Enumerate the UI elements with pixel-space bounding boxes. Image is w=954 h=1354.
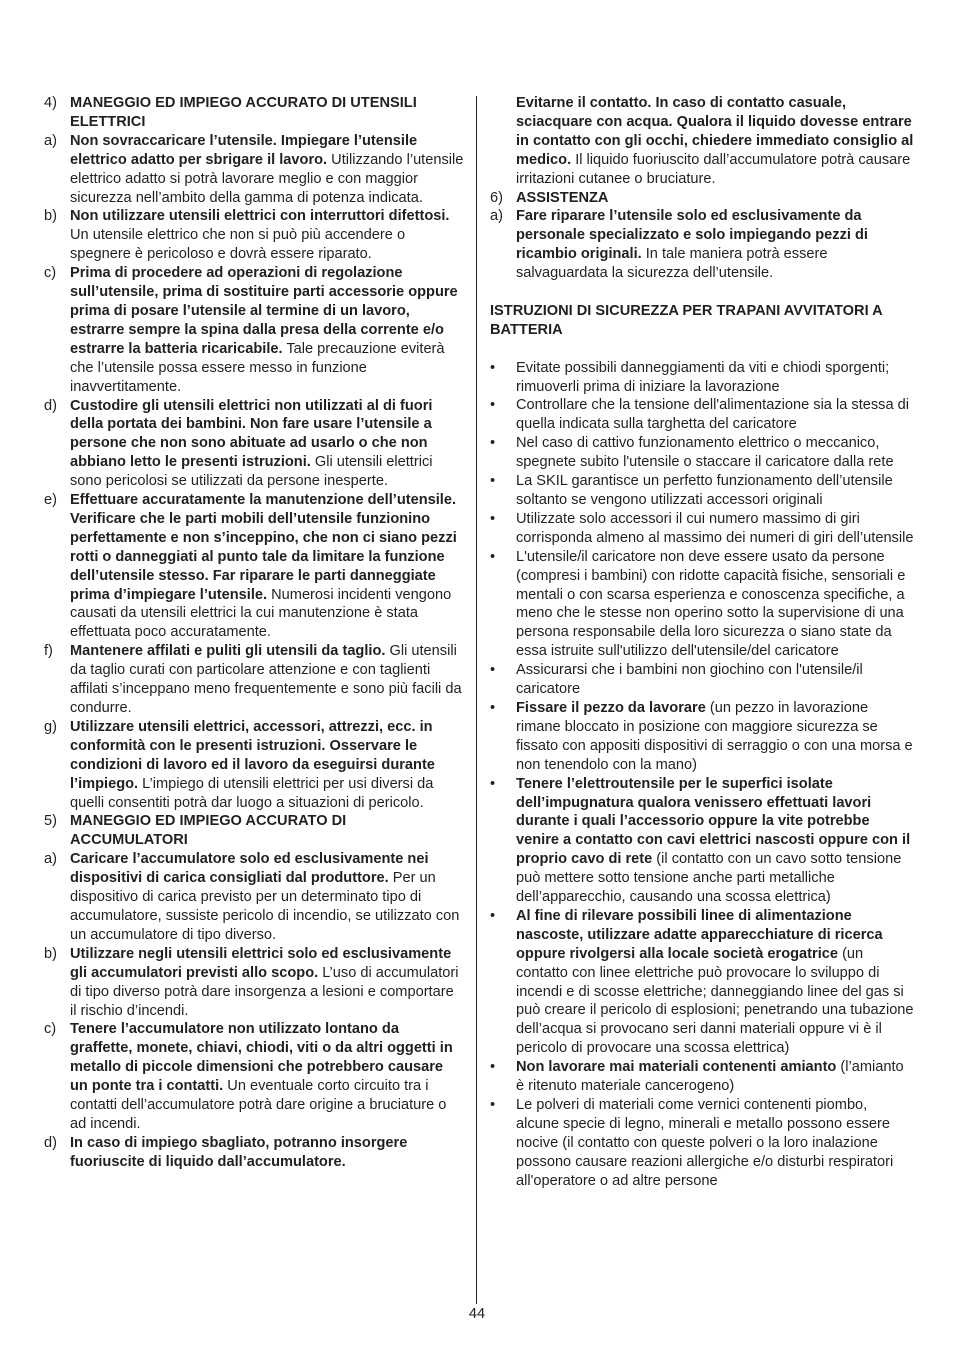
bullet-icon: • (490, 775, 496, 792)
bullet-icon: • (490, 397, 496, 414)
bullet-item (490, 396, 914, 434)
list-item (44, 1134, 464, 1172)
item-bold-text: MANEGGIO ED IMPIEGO ACCURATO DI ACCUMULATORI (70, 813, 347, 849)
item-plain-text: Tale precauzione eviterà che l’utensile possa essere messo in funzione inavvertitamente. (70, 340, 445, 395)
bullet-icon: • (490, 359, 496, 376)
item-plain-text: Un eventuale corto circuito tra i contatti dell’accumulatore potrà dare origine a bruciature o ad incendi. (70, 1078, 447, 1132)
list-item (490, 207, 914, 283)
list-item (490, 189, 914, 208)
bullet-item (490, 775, 914, 907)
list-item (44, 812, 464, 850)
bullet-item (490, 510, 914, 548)
item-bold-text: In caso di impiego sbagliato, potranno insorgere fuoriuscite di liquido dall’accumulatore. (70, 1134, 408, 1170)
bullet-item (490, 434, 914, 472)
right-column (490, 94, 914, 1191)
bullet-plain-text: Le polveri di materiali come vernici contenenti piombo, alcune specie di legno, minerali e metallo possono essere nocive (il contatto con queste polveri o la loro inalazione possono causare reazioni allergiche e/o disturbi respiratori all'operatore o ad altre persone (516, 1097, 894, 1189)
item-plain-text: In tale maniera potrà essere salvaguardata la sicurezza dell’utensile. (516, 246, 828, 282)
bullet-text (516, 359, 914, 397)
bullet-text (516, 699, 914, 775)
bullet-plain-text: (un contatto con linee elettriche può provocare lo sviluppo di incendi e di scosse elettriche; danneggiando linee del gas si può creare il pericolo di esplosioni; penetrando una tubazione dell’acqua si provocano seri danni materiali oppure vi è il pericolo di provocare una scossa elettrica) (516, 945, 914, 1057)
bullet-plain-text: L'utensile/il caricatore non deve essere usato da persone (compresi i bambini) con ridotte capacità fisiche, sensoriali e mentali o con scarsa esperienza e conoscenza specifiche, a meno che le stesse non operino sotto la supervisione di una persona responsabile della loro sicurezza o siano state da essa istruite sull'utilizzo dell'utensile/del caricatore (516, 548, 906, 660)
section-heading: ISTRUZIONI DI SICUREZZA PER TRAPANI AVVITATORI A BATTERIA (490, 302, 883, 338)
continued-bold: Evitarne il contatto. In caso di contatto casuale, sciacquare con acqua. Qualora il liquido dovesse entrare in contatto con gli occhi, chiedere immediato consiglio al medico. (516, 95, 914, 168)
item-text (70, 94, 464, 132)
bullet-icon: • (490, 662, 496, 679)
item-bold-text: MANEGGIO ED IMPIEGO ACCURATO DI UTENSILI ELETTRICI (70, 95, 417, 130)
bullet-item (490, 661, 914, 699)
item-label: c) (44, 265, 57, 282)
item-text (70, 945, 464, 1021)
item-bold-text: Non utilizzare utensili elettrici con interruttori difettosi. (70, 208, 450, 225)
bullet-plain-text: (il contatto con un cavo sotto tensione può mettere sotto tensione anche parti metalliche dell’apparecchio, causando una scossa elettrica) (516, 851, 902, 906)
item-label: 5) (44, 813, 57, 830)
list-item (44, 642, 464, 718)
item-bold-text: Non sovraccaricare l’utensile. Impiegare l’utensile elettrico adatto per sbrigare il lavoro. (70, 132, 418, 168)
item-plain-text: Numerosi incidenti vengono causati da utensili elettrici la cui manutenzione è stata effettuata poco accuratamente. (70, 586, 452, 641)
item-plain-text: Un utensile elettrico che non si può più accendere o spegnere è pericoloso e dovrà essere riparato. (70, 227, 406, 263)
item-label: d) (44, 397, 57, 414)
item-text (70, 642, 464, 718)
item-label: c) (44, 1021, 57, 1038)
item-label: a) (44, 851, 57, 868)
item-label: b) (44, 208, 57, 225)
item-bold-text: ASSISTENZA (516, 189, 609, 206)
item-text (70, 718, 464, 813)
item-label: 6) (490, 189, 503, 206)
item-bold-text: Utilizzare negli utensili elettrici solo ed esclusivamente gli accumulatori previsti allo scopo. (70, 945, 452, 981)
continued-paragraph (490, 94, 914, 189)
list-item (44, 491, 464, 642)
list-item (44, 264, 464, 396)
item-label: a) (44, 132, 57, 149)
item-label: b) (44, 945, 57, 962)
bullet-plain-text: Nel caso di cattivo funzionamento elettrico o meccanico, spegnete subito l'utensile o staccare il caricatore dalla rete (516, 435, 894, 471)
item-bold-text: Tenere l’accumulatore non utilizzato lontano da graffette, monete, chiavi, chiodi, viti o da altri oggetti in metallo di piccole dimensioni che potrebbero causare un ponte tra i contatti. (70, 1021, 453, 1095)
bullet-icon: • (490, 699, 496, 716)
bullet-item (490, 1058, 914, 1096)
item-label: e) (44, 492, 57, 509)
bullet-plain-text: Controllare che la tensione dell'alimentazione sia la stessa di quella indicata sulla targhetta del caricatore (516, 397, 909, 433)
list-item (44, 850, 464, 945)
item-bold-text: Caricare l’accumulatore solo ed esclusivamente nei dispositivi di carica consigliati dal produttore. (70, 851, 429, 887)
item-bold-text: Fare riparare l’utensile solo ed esclusivamente da personale specializzato e solo impiegando pezzi di ricambio originali. (516, 208, 868, 263)
bullet-bold-text: Tenere l’elettroutensile per le superfici isolate dell’impugnatura qualora venissero effettuati lavori durante i quali l’accessorio oppure la vite potrebbe venire a contatto con cavi elettrici nascosti oppure con il proprio cavo di rete (516, 775, 911, 868)
bullet-icon: • (490, 435, 496, 452)
item-bold-text: Custodire gli utensili elettrici non utilizzati al di fuori della portata dei bambini. Non fare usare l’utensile a persone che non sono abituate ad usarlo o che non abbiano letto le presenti istruzioni. (70, 397, 433, 471)
bullet-text (516, 510, 914, 548)
item-text (70, 491, 464, 642)
list-item (44, 207, 464, 264)
item-text (516, 207, 914, 283)
item-text (70, 207, 464, 264)
item-label: a) (490, 208, 503, 225)
item-text (70, 1020, 464, 1133)
item-bold-text: Mantenere affilati e puliti gli utensili da taglio. (70, 643, 386, 660)
bullet-plain-text: Assicurarsi che i bambini non giochino con l'utensile/il caricatore (516, 662, 863, 698)
bullet-plain-text: La SKIL garantisce un perfetto funzionamento dell’utensile soltanto se vengono utilizzati accessori originali (516, 473, 893, 508)
item-plain-text: L’uso di accumulatori di tipo diverso potrà dare insorgenza a lesioni e comportare il rischio d’incendi. (70, 964, 459, 1019)
item-label: g) (44, 718, 57, 735)
bullet-item (490, 699, 914, 775)
list-item (44, 132, 464, 208)
bullet-bold-text: Non lavorare mai materiali contenenti amianto (516, 1059, 837, 1076)
item-plain-text: Gli utensili da taglio curati con particolare attenzione e con taglienti affilati s’inceppano meno frequentemente e sono più facili da condurre. (70, 643, 462, 716)
bullet-icon: • (490, 1059, 496, 1076)
list-item (44, 945, 464, 1021)
bullet-icon: • (490, 473, 496, 490)
bullet-plain-text: Utilizzate solo accessori il cui numero massimo di giri corrisponda almeno al massimo dei numeri di giri dell’utensile (516, 510, 914, 546)
bullet-item (490, 359, 914, 397)
bullet-icon: • (490, 510, 496, 527)
bullet-item (490, 472, 914, 510)
item-text (70, 132, 464, 208)
bullet-bold-text: Al fine di rilevare possibili linee di alimentazione nascoste, utilizzare adatte apparecchiature di ricerca oppure rivolgersi alla locale società erogatrice (516, 907, 883, 962)
item-label: 4) (44, 95, 57, 111)
item-plain-text: Gli utensili elettrici sono pericolosi se utilizzati da persone inesperte. (70, 454, 433, 490)
left-column (44, 94, 464, 1172)
item-plain-text: Utilizzando l’utensile elettrico adatto si potrà lavorare meglio e con maggior sicurezza nell’ambito della gamma di potenza indicata. (70, 151, 464, 206)
bullet-text (516, 1096, 914, 1191)
item-label: f) (44, 643, 53, 660)
bullet-icon: • (490, 1097, 496, 1113)
bullet-icon: • (490, 907, 496, 924)
bullet-icon: • (490, 548, 496, 565)
item-text (516, 189, 914, 208)
item-text (70, 264, 464, 396)
list-item (44, 94, 464, 132)
service-section (490, 189, 914, 284)
column-divider (476, 96, 477, 1304)
bullet-item (490, 548, 914, 661)
list-item (44, 1020, 464, 1133)
item-plain-text: Per un dispositivo di carica previsto per un determinato tipo di accumulatore, sussiste pericolo di incendio, se utilizzato con un accumulatore di tipo diverso. (70, 870, 460, 943)
item-bold-text: Prima di procedere ad operazioni di regolazione sull’utensile, prima di sostituire parti accessorie oppure prima di posare l’utensile al termine di un lavoro, estrarre sempre la spina dalla presa della corrente e/o estrarre la batteria ricaricabile. (70, 265, 458, 357)
page-number: 44 (468, 1306, 486, 1322)
item-text (70, 1134, 464, 1172)
item-plain-text: L’impiego di utensili elettrici per usi diversi da quelli consentiti potrà dar luogo a situazioni di pericolo. (70, 775, 434, 811)
bullet-list (490, 359, 914, 1191)
bullet-text (516, 1058, 914, 1096)
item-label: d) (44, 1134, 57, 1151)
list-item (44, 718, 464, 813)
item-text (70, 397, 464, 492)
bullet-item (490, 907, 914, 1058)
bullet-text (516, 472, 914, 510)
continued-text: Il liquido fuoriuscito dall’accumulatore potrà causare irritazioni cutanee o bruciature. (516, 151, 911, 187)
item-text (70, 850, 464, 945)
bullet-text (516, 434, 914, 472)
list-item (44, 397, 464, 492)
item-bold-text: Utilizzare utensili elettrici, accessori, attrezzi, ecc. in conformità con le presenti istruzioni. Osservare le condizioni di lavoro ed il lavoro da eseguirsi durante l’impiego. (70, 718, 435, 792)
bullet-text (516, 548, 914, 661)
bullet-text (516, 907, 914, 1058)
bullet-plain-text: Evitate possibili danneggiamenti da viti e chiodi sporgenti; rimuoverli prima di iniziare la lavorazione (516, 359, 890, 395)
item-text (70, 812, 464, 850)
item-bold-text: Effettuare accuratamente la manutenzione dell’utensile. Verificare che le parti mobili dell’utensile funzionino perfettamente e non s’inceppino, che non ci siano pezzi rotti o danneggiati al punto tale da limitare la funzione dell’utensile stesso. Far riparare le parti danneggiate prima d’impiegare l’utensile. (70, 492, 457, 603)
bullet-plain-text: (l’amianto è ritenuto materiale cancerogeno) (516, 1059, 904, 1095)
bullet-item (490, 1096, 914, 1191)
bullet-text (516, 396, 914, 434)
bullet-bold-text: Fissare il pezzo da lavorare (516, 699, 706, 716)
bullet-plain-text: (un pezzo in lavorazione rimane bloccato in posizione con maggiore sicurezza se fissato con appositi dispositivi di serraggio o con una morsa e non tenendolo con la mano) (516, 699, 913, 773)
bullet-text (516, 775, 914, 907)
bullet-text (516, 661, 914, 699)
